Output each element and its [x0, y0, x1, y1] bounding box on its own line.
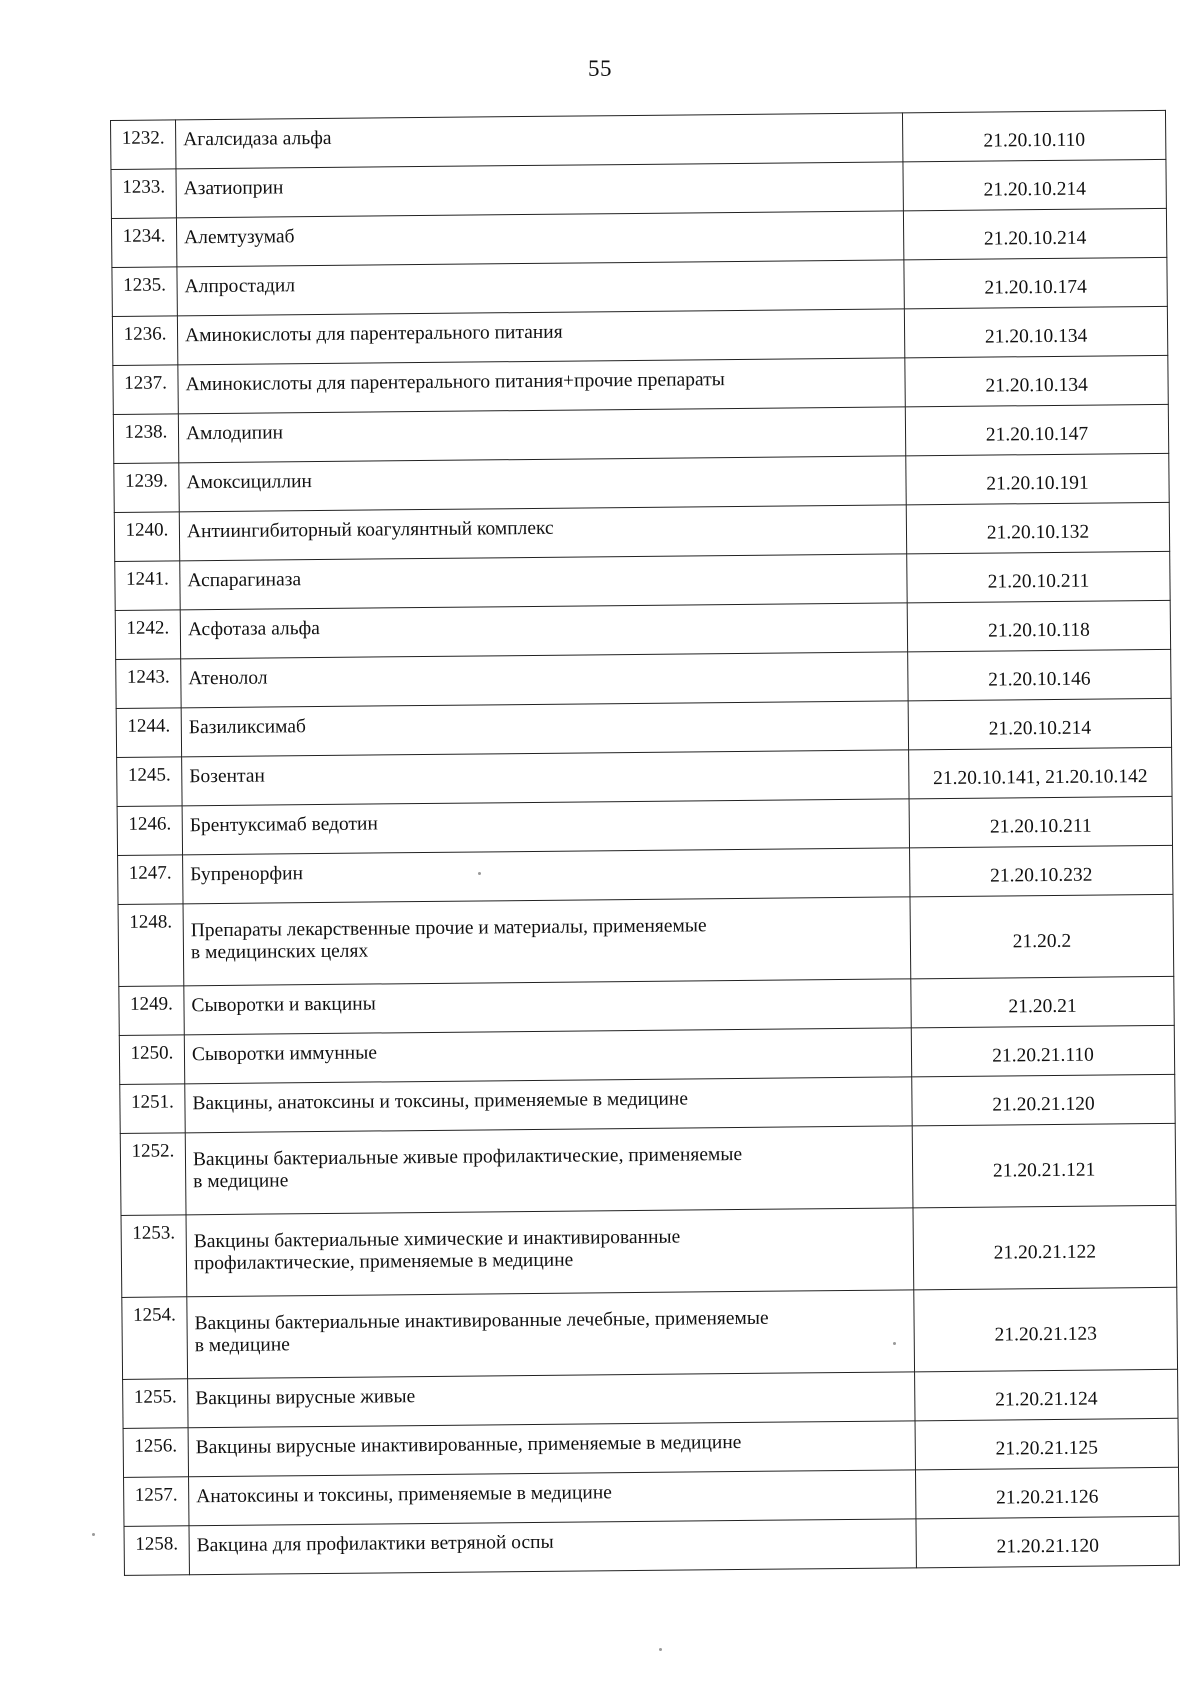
item-code: 21.20.10.134	[904, 306, 1167, 358]
row-number: 1248.	[118, 904, 184, 987]
item-code: 21.20.10.110	[902, 110, 1165, 162]
item-code: 21.20.21.124	[915, 1369, 1178, 1421]
item-name: Анатоксины и токсины, применяемые в медицине	[189, 1470, 916, 1526]
table-row	[120, 1123, 1176, 1215]
item-name	[183, 897, 911, 986]
row-number: 1237.	[113, 365, 178, 415]
item-name: Вакцины вирусные живые	[188, 1372, 915, 1428]
row-number: 1251.	[120, 1084, 185, 1134]
row-number: 1233.	[111, 169, 176, 219]
item-name: Базиликсимаб	[181, 701, 908, 757]
item-name-line-1: Вакцины бактериальные химические и инактивированные	[193, 1226, 681, 1253]
row-number: 1257.	[124, 1477, 189, 1527]
item-name-line-1: Вакцины бактериальные живые профилактические, применяемые	[192, 1143, 743, 1171]
item-name: Азатиоприн	[176, 162, 903, 218]
item-name: Вакцина для профилактики ветряной оспы	[189, 1519, 916, 1575]
item-code: 21.20.10.211	[909, 796, 1172, 848]
row-number: 1245.	[117, 757, 182, 807]
item-name: Атенолол	[181, 652, 908, 708]
item-name: Антиингибиторный коагулянтный комплекс	[179, 505, 906, 561]
item-code: 21.20.10.214	[908, 698, 1171, 750]
item-code: 21.20.10.232	[910, 845, 1173, 897]
row-number: 1238.	[113, 414, 178, 464]
row-number: 1242.	[115, 610, 180, 660]
item-code: 21.20.10.132	[906, 502, 1169, 554]
item-name: Брентуксимаб ведотин	[182, 799, 909, 855]
item-name: Бупренорфин	[183, 848, 910, 904]
item-name	[187, 1290, 915, 1379]
row-number: 1250.	[119, 1035, 184, 1085]
item-name-line-2: в медицине	[193, 1170, 289, 1193]
item-name-line-1: Препараты лекарственные прочие и материалы, применяемые	[190, 915, 707, 942]
item-name-line-1: Вакцины бактериальные инактивированные лечебные, применяемые	[194, 1307, 769, 1335]
scan-speck	[893, 1342, 896, 1345]
item-code: 21.20.10.211	[907, 551, 1170, 603]
row-number: 1234.	[111, 218, 176, 268]
row-number: 1249.	[119, 986, 184, 1036]
scan-speck	[92, 1533, 95, 1536]
row-number: 1247.	[118, 855, 183, 905]
row-number: 1235.	[112, 267, 177, 317]
row-number: 1256.	[123, 1428, 188, 1478]
item-name: Вакцины вирусные инактивированные, применяемые в медицине	[188, 1421, 915, 1477]
item-code: 21.20.10.191	[906, 453, 1169, 505]
item-name-line-2: профилактические, применяемые в медицине	[193, 1249, 574, 1275]
item-code: 21.20.10.214	[903, 208, 1166, 260]
item-code: 21.20.10.147	[905, 404, 1168, 456]
item-name-line-2: в медицинских целях	[190, 940, 369, 964]
row-number: 1241.	[115, 561, 180, 611]
row-number: 1244.	[116, 708, 181, 758]
item-code: 21.20.10.134	[905, 355, 1168, 407]
scan-speck	[659, 1648, 662, 1651]
item-code: 21.20.10.174	[904, 257, 1167, 309]
page-number: 55	[588, 56, 612, 81]
scan-speck	[478, 872, 481, 875]
row-number: 1239.	[114, 463, 179, 513]
table-row	[121, 1205, 1177, 1297]
item-code: 21.20.2	[910, 894, 1174, 979]
item-code: 21.20.21.120	[912, 1074, 1175, 1126]
item-name: Асфотаза альфа	[180, 603, 907, 659]
item-code: 21.20.10.214	[903, 159, 1166, 211]
item-code: 21.20.21.120	[916, 1516, 1179, 1568]
item-name: Алпростадил	[177, 260, 904, 316]
row-number: 1236.	[112, 316, 177, 366]
item-name: Аминокислоты для парентерального питания	[177, 309, 904, 365]
item-name	[186, 1208, 914, 1297]
item-name: Алемтузумаб	[176, 211, 903, 267]
row-number: 1232.	[111, 120, 176, 170]
row-number: 1240.	[114, 512, 179, 562]
item-code: 21.20.21.125	[915, 1418, 1178, 1470]
item-name: Бозентан	[182, 750, 909, 806]
row-number: 1252.	[120, 1133, 186, 1216]
row-number: 1243.	[116, 659, 181, 709]
item-name: Вакцины, анатоксины и токсины, применяемые в медицине	[185, 1077, 912, 1133]
item-name: Сыворотки и вакцины	[184, 979, 911, 1035]
item-name: Амлодипин	[178, 407, 905, 463]
table-row	[122, 1287, 1178, 1379]
item-code: 21.20.10.141, 21.20.10.142	[909, 747, 1172, 799]
row-number: 1253.	[121, 1215, 187, 1298]
item-code: 21.20.10.146	[908, 649, 1171, 701]
item-code: 21.20.21	[911, 976, 1174, 1028]
item-name	[185, 1126, 913, 1215]
row-number: 1246.	[117, 806, 182, 856]
item-name: Сыворотки иммунные	[184, 1028, 911, 1084]
item-name: Амоксициллин	[179, 456, 906, 512]
item-code: 21.20.21.123	[914, 1287, 1178, 1372]
table-row	[118, 894, 1174, 986]
item-name-line-2: в медицине	[194, 1334, 291, 1357]
item-code: 21.20.21.126	[915, 1467, 1178, 1519]
item-code: 21.20.10.118	[907, 600, 1170, 652]
item-code: 21.20.21.122	[913, 1205, 1177, 1290]
row-number: 1258.	[124, 1526, 189, 1576]
medication-code-table	[110, 110, 1180, 1576]
row-number: 1255.	[123, 1379, 188, 1429]
item-code: 21.20.21.110	[911, 1025, 1174, 1077]
item-name: Агалсидаза альфа	[176, 113, 903, 169]
item-code: 21.20.21.121	[912, 1123, 1176, 1208]
row-number: 1254.	[122, 1297, 188, 1380]
item-name: Аспарагиназа	[180, 554, 907, 610]
table-row	[124, 1516, 1179, 1575]
item-name: Аминокислоты для парентерального питания+прочие препараты	[178, 358, 905, 414]
